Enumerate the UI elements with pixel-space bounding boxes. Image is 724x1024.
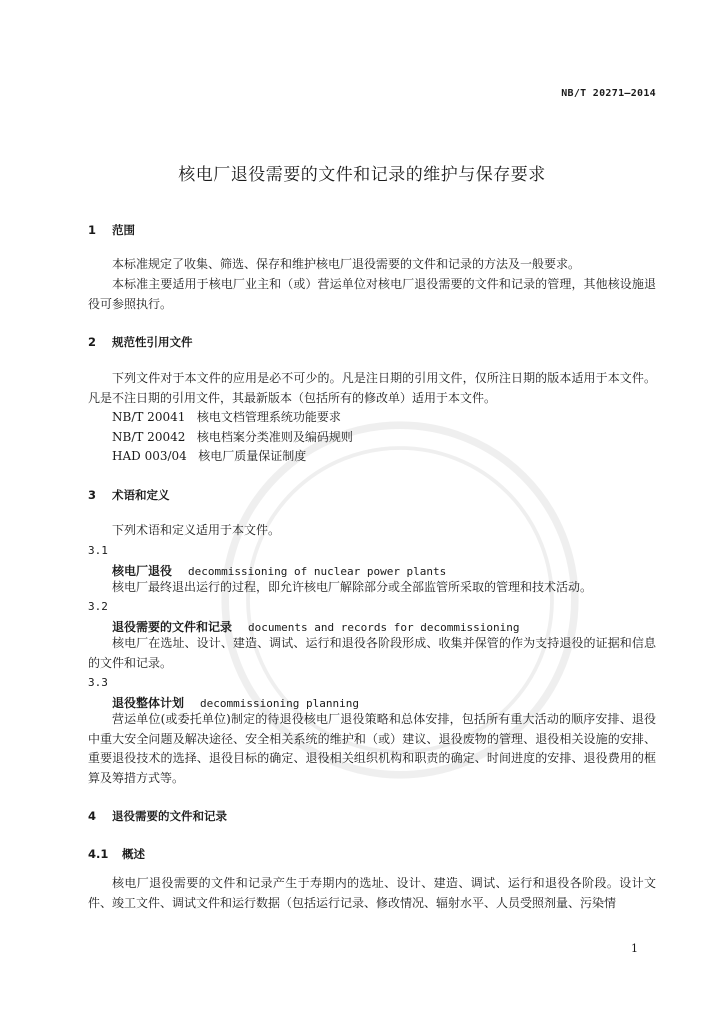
- section-number: 4: [88, 809, 97, 823]
- term-number: 3.1: [88, 544, 108, 557]
- reference-item: [112, 408, 341, 425]
- section-1-paragraph-2: 本标准主要适用于核电厂业主和（或）营运单位对核电厂退役需要的文件和记录的管理，其他核设施退役可参照执行。: [88, 277, 656, 311]
- term-chinese: 核电厂退役: [112, 564, 173, 578]
- section-title: 退役需要的文件和记录: [112, 809, 228, 823]
- reference-code: NB/T 20042: [112, 430, 186, 444]
- section-1-paragraph-1: 本标准规定了收集、筛选、保存和维护核电厂退役需要的文件和记录的方法及一般要求。: [112, 257, 581, 271]
- section-title: 规范性引用文件: [112, 335, 193, 349]
- subsection-number: 4.1: [88, 847, 109, 861]
- section-4-heading: [88, 808, 227, 824]
- section-1-heading: [88, 222, 135, 238]
- term-definition: 营运单位(或委托单位)制定的待退役核电厂退役策略和总体安排，包括所有重大活动的顺序安排、退役中重大安全问题及解决途径、安全相关系统的维护和（或）建议、退役废物的管理、退役相关设施的安排、重要退役技术的选择、退役目标的确定、退役相关组织机构和职责的确定、时间进度的安排、退役费用的框算及筹措方式等。: [88, 712, 656, 785]
- term-english: decommissioning of nuclear power plants: [188, 565, 447, 578]
- section-2-intro: 下列文件对于本文件的应用是必不可少的。凡是注日期的引用文件，仅所注日期的版本适用于本文件。凡是不注日期的引用文件，其最新版本（包括所有的修改单）适用于本文件。: [88, 371, 656, 405]
- section-number: 2: [88, 335, 97, 349]
- section-3-heading: [88, 487, 170, 503]
- term-chinese: 退役整体计划: [112, 696, 185, 710]
- section-3-intro: 下列术语和定义适用于本文件。: [112, 523, 281, 537]
- term-number: 3.2: [88, 600, 108, 613]
- section-4-paragraph: 核电厂退役需要的文件和记录产生于寿期内的选址、设计、建造、调试、运行和退役各阶段。设计文件、竣工文件、调试文件和运行数据（包括运行记录、修改情况、辐射水平、人员受照剂量、污染情: [88, 876, 656, 910]
- reference-item: [112, 428, 353, 445]
- reference-item: [112, 447, 306, 464]
- reference-code: HAD 003/04: [112, 449, 187, 463]
- reference-title: 核电厂质量保证制度: [198, 449, 307, 463]
- reference-code: NB/T 20041: [112, 410, 186, 424]
- term-heading: [112, 694, 359, 711]
- page-number: 1: [631, 942, 638, 955]
- term-chinese: 退役需要的文件和记录: [112, 620, 233, 634]
- term-heading: [112, 618, 520, 635]
- reference-title: 核电文档管理系统功能要求: [196, 410, 341, 424]
- subsection-4-1-heading: [88, 846, 145, 862]
- standard-code: NB/T 20271—2014: [561, 88, 656, 99]
- term-heading: [112, 562, 446, 579]
- section-2-heading: [88, 334, 193, 350]
- term-number: 3.3: [88, 676, 108, 689]
- section-title: 术语和定义: [112, 488, 170, 502]
- term-definition: 核电厂最终退出运行的过程，即允许核电厂解除部分或全部监管所采取的管理和技术活动。: [112, 580, 593, 594]
- subsection-title: 概述: [122, 847, 146, 861]
- page-title: 核电厂退役需要的文件和记录的维护与保存要求: [178, 165, 546, 185]
- term-english: decommissioning planning: [200, 697, 359, 710]
- section-number: 3: [88, 488, 97, 502]
- reference-title: 核电档案分类准则及编码规则: [196, 430, 353, 444]
- section-number: 1: [88, 223, 97, 237]
- term-definition: 核电厂在选址、设计、建造、调试、运行和退役各阶段形成、收集并保管的作为支持退役的证据和信息的文件和记录。: [88, 636, 656, 670]
- term-english: documents and records for decommissioning: [248, 621, 520, 634]
- section-title: 范围: [112, 223, 136, 237]
